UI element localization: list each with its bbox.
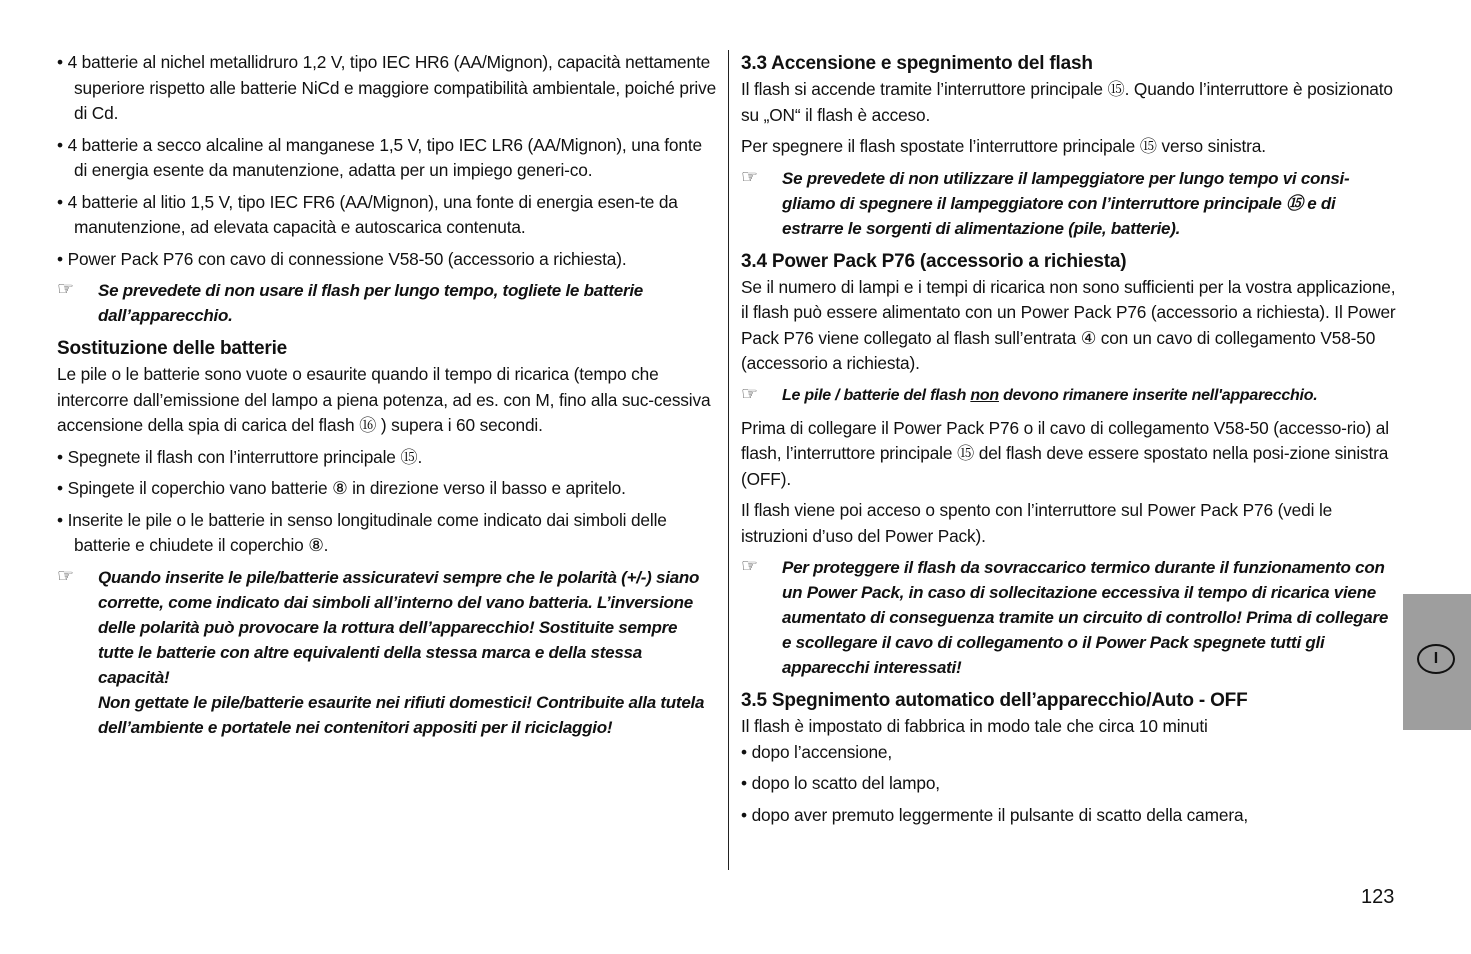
note-thermal-protection: ☞ Per proteggere il flash da sovraccarico termico durante il funzionamento con un Power Pack, in caso di sollecitazione eccessiva il tempo di ricarica viene aumentato di conseguenza tramite un circuito di controllo! Prima di collegare e scollegare il cavo di collegamento o il Power Pack spegnete tutti gli apparecchi interessati! [741, 556, 1389, 677]
pointing-hand-icon: ☞ [57, 565, 74, 587]
note-remove-batteries: ☞ Se prevedete di non usare il flash per lungo tempo, togliete le batterie dall’apparecchio. [57, 279, 644, 325]
paragraph: Se il numero di lampi e i tempi di ricarica non sono sufficienti per la vostra applicazione, il flash può essere alimentato con un Power Pack P76 (accessorio a richiesta). Il Power Pack P76 viene collegato al flash sull’entrata ④ con un cavo di collegamento V58-50 (accessorio a richiesta). [741, 276, 1396, 373]
left-column [57, 50, 717, 748]
note-batteries-removed: ☞ Le pile / batterie del flash non devono rimanere inserite nell'apparecchio. [741, 383, 1318, 405]
list-item: • 4 batterie al nichel metallidruro 1,2 V, tipo IEC HR6 (AA/Mignon), capacità nettamente superiore rispetto alle batterie NiCd e maggiore compatibilità ambientale, poiché prive di Cd. [57, 50, 717, 127]
list-item: • Power Pack P76 con cavo di connessione V58-50 (accessorio a richiesta). [57, 247, 717, 273]
list-item: • Inserite le pile o le batterie in senso longitudinale come indicato dai simboli delle batterie e chiudete il coperchio ⑧. [57, 508, 717, 559]
paragraph: Il flash viene poi acceso o spento con l’interruttore sul Power Pack P76 (vedi le istruzioni d’uso del Power Pack). [741, 500, 1333, 546]
column-divider [728, 50, 729, 870]
list-item: • dopo lo scatto del lampo, [741, 771, 1401, 797]
page-number: 123 [1361, 886, 1395, 908]
list-item: • Spegnete il flash con l’interruttore principale ⑮. [57, 445, 717, 471]
paragraph: Prima di collegare il Power Pack P76 o il cavo di collegamento V58-50 (accesso-rio) al flash, l’interruttore principale ⑮ del flash deve essere spostato nella posi-zione sinistra (OFF). [741, 417, 1389, 489]
list-item: • 4 batterie al litio 1,5 V, tipo IEC FR6 (AA/Mignon), una fonte di energia esen-te da manutenzione, ad elevata capacità e autoscarica contenuta. [57, 190, 717, 241]
section-heading-3-3: 3.3 Accensione e spegnimento del flash [741, 53, 1093, 74]
list-item: • dopo l’accensione, [741, 740, 1401, 766]
paragraph: Le pile o le batterie sono vuote o esaurite quando il tempo di ricarica (tempo che intercorre dall’emissione del lampo a piena potenza, ad es. con M, fino alla suc-cessiva accensione della spia di carica del flash ⑯ ) supera i 60 secondi. [57, 364, 711, 435]
list-item: • 4 batterie a secco alcaline al manganese 1,5 V, tipo IEC LR6 (AA/Mignon), una fonte di energia esente da manutenzione, adatta per un impiego generi-co. [57, 133, 717, 184]
paragraph: Per spegnere il flash spostate l’interruttore principale ⑮ verso sinistra. [741, 136, 1266, 156]
section-heading-3-5: 3.5 Spegnimento automatico dell’apparecchio/Auto - OFF [741, 690, 1248, 711]
section-heading-3-4: 3.4 Power Pack P76 (accessorio a richiesta) [741, 250, 1127, 272]
language-tab-letter: I [1417, 644, 1455, 674]
paragraph: Il flash si accende tramite l’interruttore principale ⑮. Quando l’interruttore è posizionato su „ON“ il flash è acceso. [741, 79, 1393, 125]
note-polarity: ☞ Quando inserite le pile/batterie assicuratevi sempre che le polarità (+/-) siano corrette, come indicato dai simboli all’interno del vano batteria. L’inversione delle polarità può provocare la rottura dell’apparecchio! Sostituite sempre tutte le batterie con altre equivalenti della stessa marca e della stessa capacità! Non gettate le pile/batterie esaurite nei rifiuti domestici! Contribuite alla tutela dell’ambiente e portatele nei contenitori appositi per il riciclaggio! [57, 565, 705, 737]
pointing-hand-icon: ☞ [741, 383, 758, 405]
pointing-hand-icon: ☞ [57, 279, 74, 300]
language-tab [1403, 594, 1471, 730]
pointing-hand-icon: ☞ [741, 166, 758, 188]
list-item: • dopo aver premuto leggermente il pulsante di scatto della camera, [741, 803, 1401, 829]
pointing-hand-icon: ☞ [741, 556, 758, 577]
right-column [741, 50, 1401, 834]
note-power-switch: ☞ Se prevedete di non utilizzare il lampeggiatore per lungo tempo vi consi-gliamo di spegnere il lampeggiatore con l’interruttore principale ⑮ e di estrarre le sorgenti di alimentazione (pile, batterie). [741, 166, 1350, 238]
paragraph: Il flash è impostato di fabbrica in modo tale che circa 10 minuti [741, 716, 1208, 736]
list-item: • Spingete il coperchio vano batterie ⑧ in direzione verso il basso e apritelo. [57, 476, 717, 502]
section-heading: Sostituzione delle batterie [57, 338, 288, 359]
